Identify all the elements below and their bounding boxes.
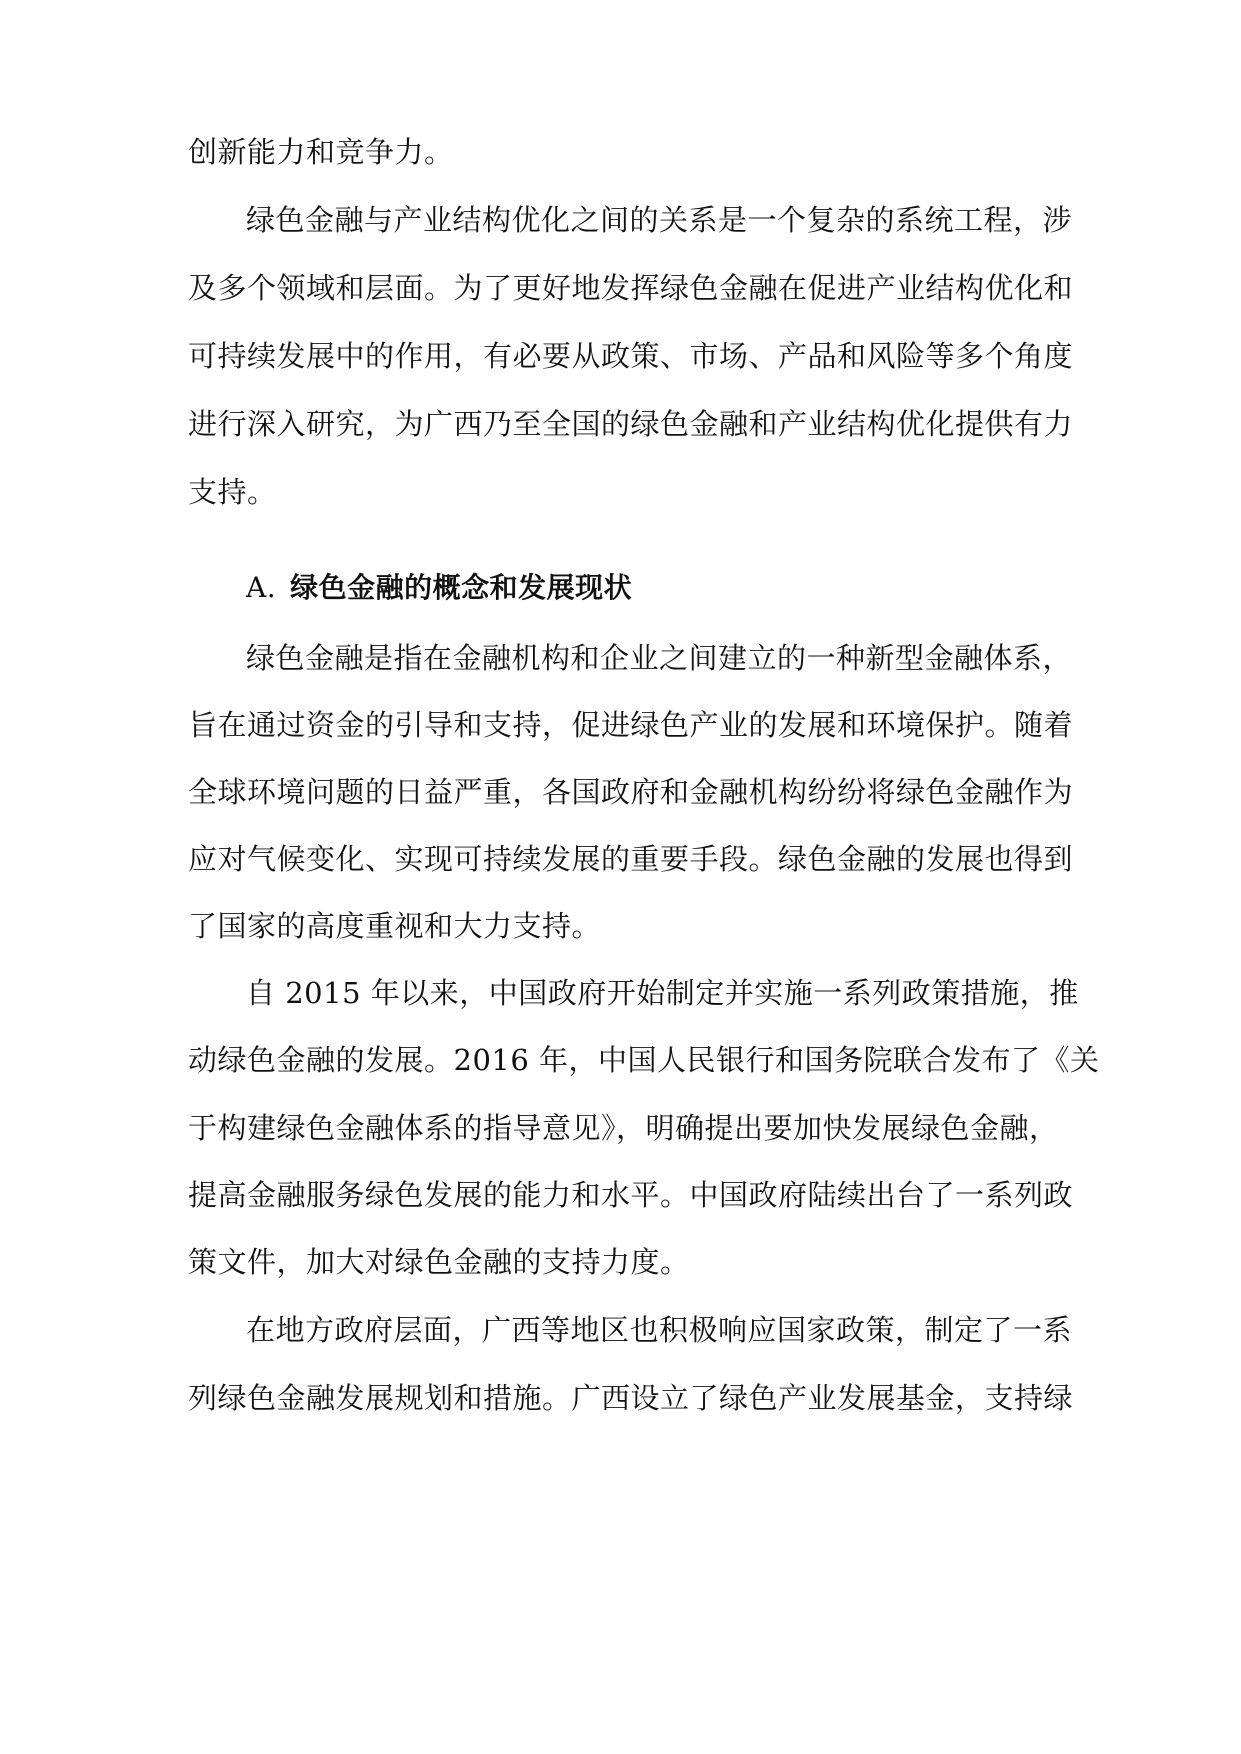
paragraph-line: 动绿色金融的发展。2016 年，中国人民银行和国务院联合发布了《关 <box>188 1043 1100 1077</box>
paragraph-line: 进行深入研究，为广西乃至全国的绿色金融和产业结构优化提供有力 <box>188 407 1074 441</box>
paragraph-line: 提高金融服务绿色发展的能力和水平。中国政府陆续出台了一系列政 <box>188 1178 1074 1212</box>
paragraph-line: 策文件，加大对绿色金融的支持力度。 <box>188 1245 690 1279</box>
paragraph-line: 全球环境问题的日益严重，各国政府和金融机构纷纷将绿色金融作为 <box>188 775 1074 809</box>
paragraph-line: 列绿色金融发展规划和措施。广西设立了绿色产业发展基金，支持绿 <box>188 1381 1074 1415</box>
paragraph-line: 绿色金融与产业结构优化之间的关系是一个复杂的系统工程，涉 <box>246 203 1073 237</box>
paragraph-line: 于构建绿色金融体系的指导意见》，明确提出要加快发展绿色金融， <box>188 1111 1059 1145</box>
section-title: 绿色金融的概念和发展现状 <box>290 571 633 604</box>
paragraph-line: 了国家的高度重视和大力支持。 <box>188 909 602 943</box>
paragraph-line: 可持续发展中的作用，有必要从政策、市场、产品和风险等多个角度 <box>188 339 1074 373</box>
paragraph-line: 绿色金融是指在金融机构和企业之间建立的一种新型金融体系， <box>246 641 1073 675</box>
paragraph-line: 创新能力和竞争力。 <box>188 135 454 169</box>
paragraph-line: 自 2015 年以来，中国政府开始制定并实施一系列政策措施，推 <box>246 976 1079 1010</box>
section-heading <box>246 570 632 606</box>
paragraph-line: 旨在通过资金的引导和支持，促进绿色产业的发展和环境保护。随着 <box>188 708 1074 742</box>
paragraph-line: 应对气候变化、实现可持续发展的重要手段。绿色金融的发展也得到 <box>188 842 1074 876</box>
paragraph-line: 及多个领域和层面。为了更好地发挥绿色金融在促进产业结构优化和 <box>188 271 1074 305</box>
paragraph-line: 支持。 <box>188 475 277 509</box>
paragraph-line: 在地方政府层面，广西等地区也积极响应国家政策，制定了一系 <box>246 1313 1073 1347</box>
section-marker: A. <box>246 571 277 604</box>
